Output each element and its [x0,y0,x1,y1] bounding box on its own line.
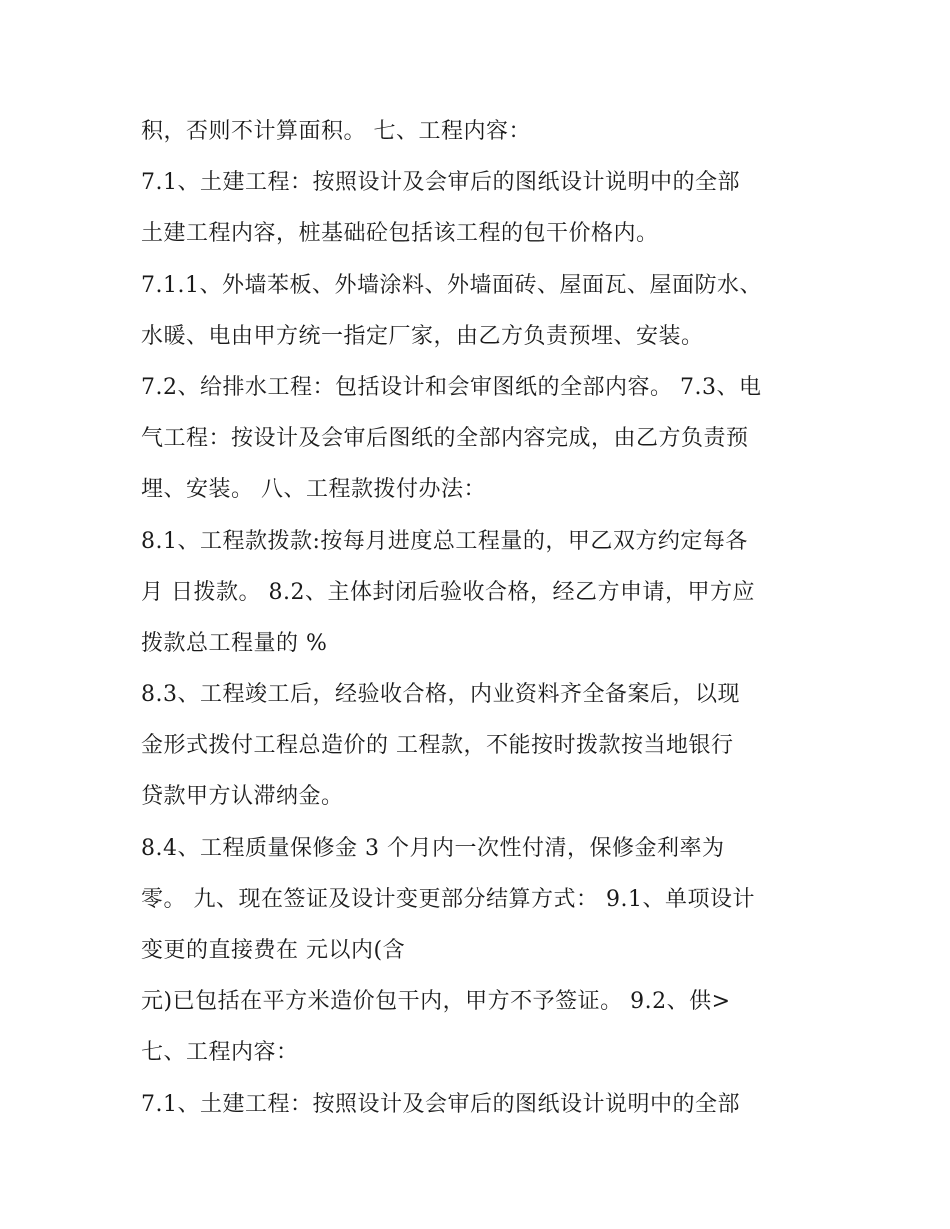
document-body [141,106,841,1130]
text-line: 埋、安装。 八、工程款拨付办法： [141,477,486,503]
text-line: 金形式拨付工程总造价的 工程款，不能按时拨款按当地银行 [141,733,734,759]
text-line: 月 日拨款。 8.2、主体封闭后验收合格，经乙方申请，甲方应 [141,579,755,605]
text-line: 8.1、工程款拨款:按每月进度总工程量的，甲乙双方约定每各 [141,528,748,554]
text-line: 积，否则不计算面积。 七、工程内容： [141,119,531,144]
text-line: 7.1、土建工程：按照设计及会审后的图纸设计说明中的全部 [141,170,740,196]
text-line: 7.1、土建工程：按照设计及会审后的图纸设计说明中的全部 [141,1091,740,1117]
text-line: 8.3、工程竣工后，经验收合格，内业资料齐全备案后，以现 [141,682,740,708]
text-line: 贷款甲方认滞纳金。 [141,784,344,810]
text-line: 8.4、工程质量保修金 3 个月内一次性付清，保修金利率为 [141,835,725,861]
text-line: 元)已包括在平方米造价包干内，甲方不予签证。 9.2、供> [141,989,731,1015]
text-line: 变更的直接费在 元以内(含 [141,938,406,963]
text-line: 拨款总工程量的 % [141,630,328,656]
text-line: 7.2、给排水工程：包括设计和会审图纸的全部内容。 7.3、电 [141,374,762,400]
text-line: 七、工程内容： [141,1040,299,1066]
text-line: 零。 九、现在签证及设计变更部分结算方式： 9.1、单项设计 [141,886,755,912]
text-line: 7.1.1、外墙苯板、外墙涂料、外墙面砖、屋面瓦、屋面防水、 [141,272,762,298]
text-line: 气工程：按设计及会审后图纸的全部内容完成，由乙方负责预 [141,426,749,452]
text-line: 土建工程内容，桩基础砼包括该工程的包干价格内。 [141,221,659,247]
text-line: 水暖、电由甲方统一指定厂家，由乙方负责预埋、安装。 [141,323,704,349]
